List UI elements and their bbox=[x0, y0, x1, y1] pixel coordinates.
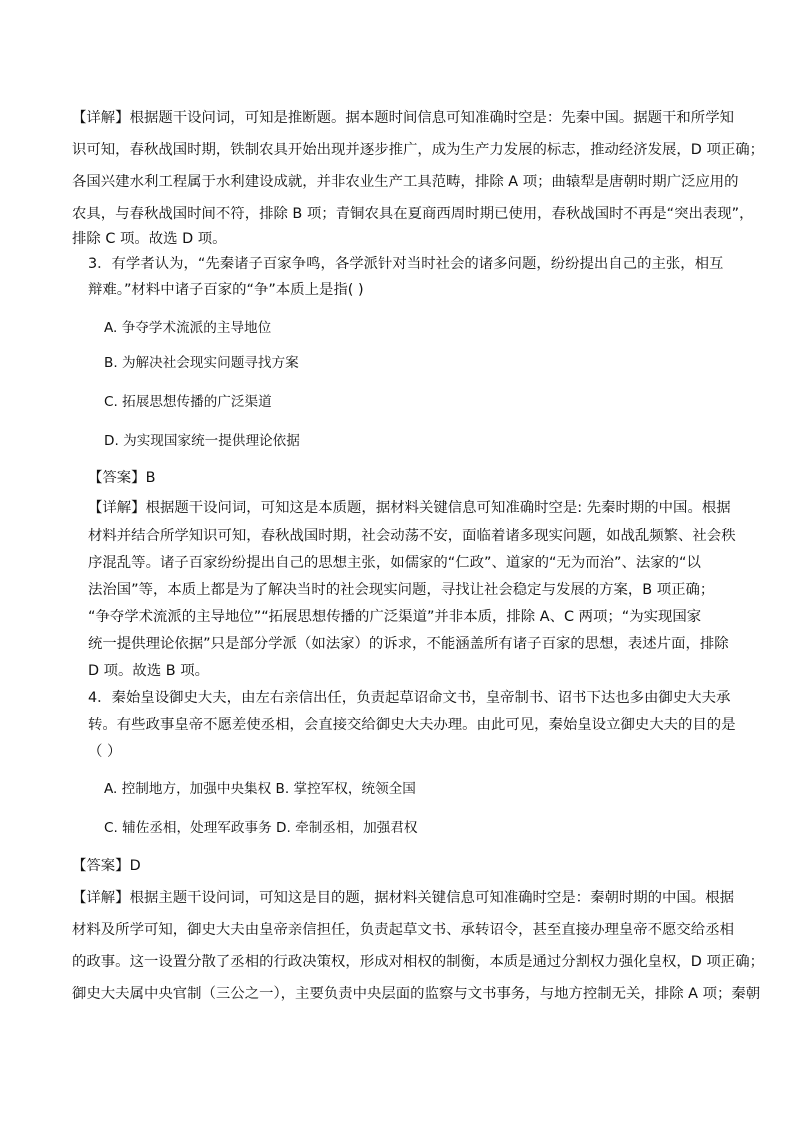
explanation-paragraph-line: 材料并结合所学知识可知，春秋战国时期，社会动荡不安，面临着诸多现实问题，如战乱频繁、社会秩 bbox=[88, 528, 736, 544]
explanation-paragraph-line: 材料及所学可知，御史大夫由皇帝亲信担任，负责起草文书、承转诏令，甚至直接办理皇帝不愿交给丞相 bbox=[72, 922, 734, 938]
explanation-paragraph-line: 统一提供理论依据”只是部分学派（如法家）的诉求，不能涵盖所有诸子百家的思想，表述片面，排除 bbox=[88, 636, 729, 652]
question-3-option-d: D. 为实现国家统一提供理论依据 bbox=[104, 433, 300, 449]
explanation-paragraph-line: 农具，与春秋战国时间不符，排除 B 项；青铜农具在夏商西周时期已使用，春秋战国时不再是“突出表现”， bbox=[72, 206, 754, 222]
explanation-paragraph-line: 御史大夫属中央官制（三公之一），主要负责中央层面的监察与文书事务，与地方控制无关，排除 A 项；秦朝 bbox=[72, 986, 761, 1002]
explanation-paragraph-line: “争夺学术流派的主导地位”“拓展思想传播的广泛渠道”并非本质，排除 A、C 两项；“为实现国家 bbox=[88, 609, 702, 625]
explanation-paragraph-line: 各国兴建水利工程属于水利建设成就，并非农业生产工具范畴，排除 A 项；曲辕犁是唐朝时期广泛应用的 bbox=[72, 174, 739, 190]
question-3-stem: 辩难。”材料中诸子百家的“争”本质上是指( ) bbox=[88, 282, 364, 298]
explanation-paragraph-line: 法治国”等，本质上都是为了解决当时的社会现实问题，寻找让社会稳定与发展的方案，B 项正确； bbox=[88, 582, 715, 598]
question-3-stem: 3．有学者认为，“先秦诸子百家争鸣，各学派针对当时社会的诸多问题，纷纷提出自己的主张，相互 bbox=[88, 256, 724, 272]
question-3-option-a: A. 争夺学术流派的主导地位 bbox=[104, 320, 272, 336]
question-4-options-row-1: A. 控制地方，加强中央集权 B. 掌控军权，统领全国 bbox=[104, 781, 416, 797]
question-3-answer: 【答案】B bbox=[88, 470, 156, 486]
explanation-paragraph-line: 【详解】根据题干设问词，可知这是本质题，据材料关键信息可知准确时空是: 先秦时期的中国。根据 bbox=[88, 500, 731, 516]
explanation-paragraph-line: 识可知，春秋战国时期，铁制农具开始出现并逐步推广，成为生产力发展的标志，推动经济发展，D 项正确； bbox=[72, 142, 765, 158]
explanation-paragraph-line: D 项。故选 B 项。 bbox=[88, 663, 210, 679]
explanation-paragraph-line: 排除 C 项。故选 D 项。 bbox=[72, 231, 227, 247]
explanation-paragraph-line: 序混乱等。诸子百家纷纷提出自己的思想主张，如儒家的“仁政”、道家的“无为而治”、法家的“以 bbox=[88, 555, 701, 571]
question-4-stem: 转。有些政事皇帝不愿差使丞相，会直接交给御史大夫办理。由此可见，秦始皇设立御史大夫的目的是 bbox=[88, 717, 736, 733]
question-3-option-b: B. 为解决社会现实问题寻找方案 bbox=[104, 355, 299, 371]
question-3-option-c: C. 拓展思想传播的广泛渠道 bbox=[104, 394, 272, 410]
explanation-paragraph-line: 【详解】根据主题干设问词，可知这是目的题，据材料关键信息可知准确时空是：秦朝时期的中国。根据 bbox=[72, 890, 734, 906]
question-4-stem: 4．秦始皇设御史大夫，由左右亲信出任，负责起草诏命文书，皇帝制书、诏书下达也多由御史大夫承 bbox=[88, 690, 731, 706]
question-4-options-row-2: C. 辅佐丞相，处理军政事务 D. 牵制丞相，加强君权 bbox=[104, 820, 418, 836]
explanation-paragraph-line: 【详解】根据题干设问词，可知是推断题。据本题时间信息可知准确时空是：先秦中国。据题干和所学知 bbox=[72, 110, 734, 126]
question-4-stem: （ ） bbox=[88, 744, 122, 760]
question-4-answer: 【答案】D bbox=[72, 858, 141, 874]
explanation-paragraph-line: 的政事。这一设置分散了丞相的行政决策权，形成对相权的制衡，本质是通过分割权力强化皇权，D 项正确； bbox=[72, 954, 765, 970]
